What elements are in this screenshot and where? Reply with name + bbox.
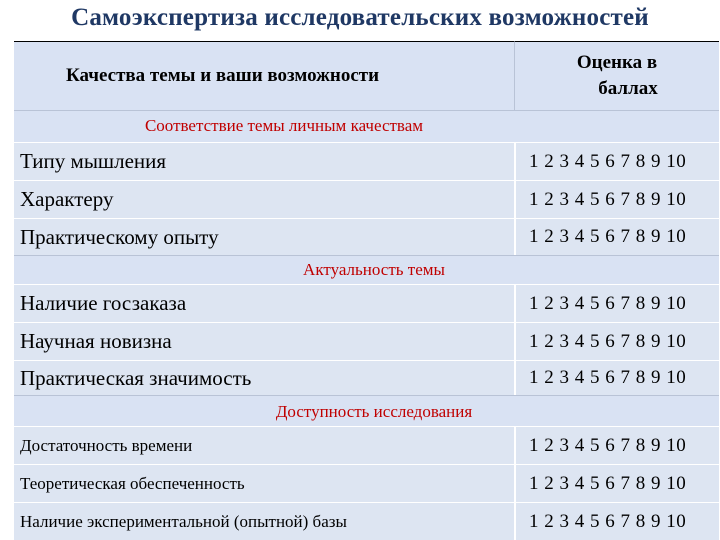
score-scale: 1 2 3 4 5 6 7 8 9 10 [514,360,719,395]
section-header [14,110,719,142]
score-scale: 1 2 3 4 5 6 7 8 9 10 [514,322,719,360]
table-row-label: Достаточность времени [14,426,514,464]
section-header [14,255,719,284]
score-scale: 1 2 3 4 5 6 7 8 9 10 [514,180,719,218]
page-title: Самоэкспертиза исследовательских возможностей [71,4,649,31]
table-row-label: Практическому опыту [14,218,514,255]
score-scale: 1 2 3 4 5 6 7 8 9 10 [514,218,719,255]
self-assessment-table [14,41,719,540]
header-score-line2: баллах [598,78,658,99]
table-row-label: Практическая значимость [14,360,514,395]
table-row-label: Характеру [14,180,514,218]
section-label: Актуальность темы [303,260,445,279]
table-row-label: Типу мышления [14,142,514,180]
header-qualities [14,41,514,110]
score-scale: 1 2 3 4 5 6 7 8 9 10 [514,142,719,180]
table-row-label: Научная новизна [14,322,514,360]
score-scale: 1 2 3 4 5 6 7 8 9 10 [514,426,719,464]
table-row-label: Наличие экспериментальной (опытной) базы [14,502,514,540]
header-score [514,41,719,110]
score-scale: 1 2 3 4 5 6 7 8 9 10 [514,284,719,322]
score-scale: 1 2 3 4 5 6 7 8 9 10 [514,464,719,502]
section-label: Доступность исследования [275,402,473,421]
header-score-line1: Оценка в [576,52,658,73]
score-scale: 1 2 3 4 5 6 7 8 9 10 [514,502,719,540]
table-row-label: Теоретическая обеспеченность [14,464,514,502]
section-label: Соответствие темы личным качествам [144,116,424,135]
section-header [14,395,719,426]
header-qualities-label: Качества темы и ваши возможности [66,65,380,86]
table-row-label: Наличие госзаказа [14,284,514,322]
